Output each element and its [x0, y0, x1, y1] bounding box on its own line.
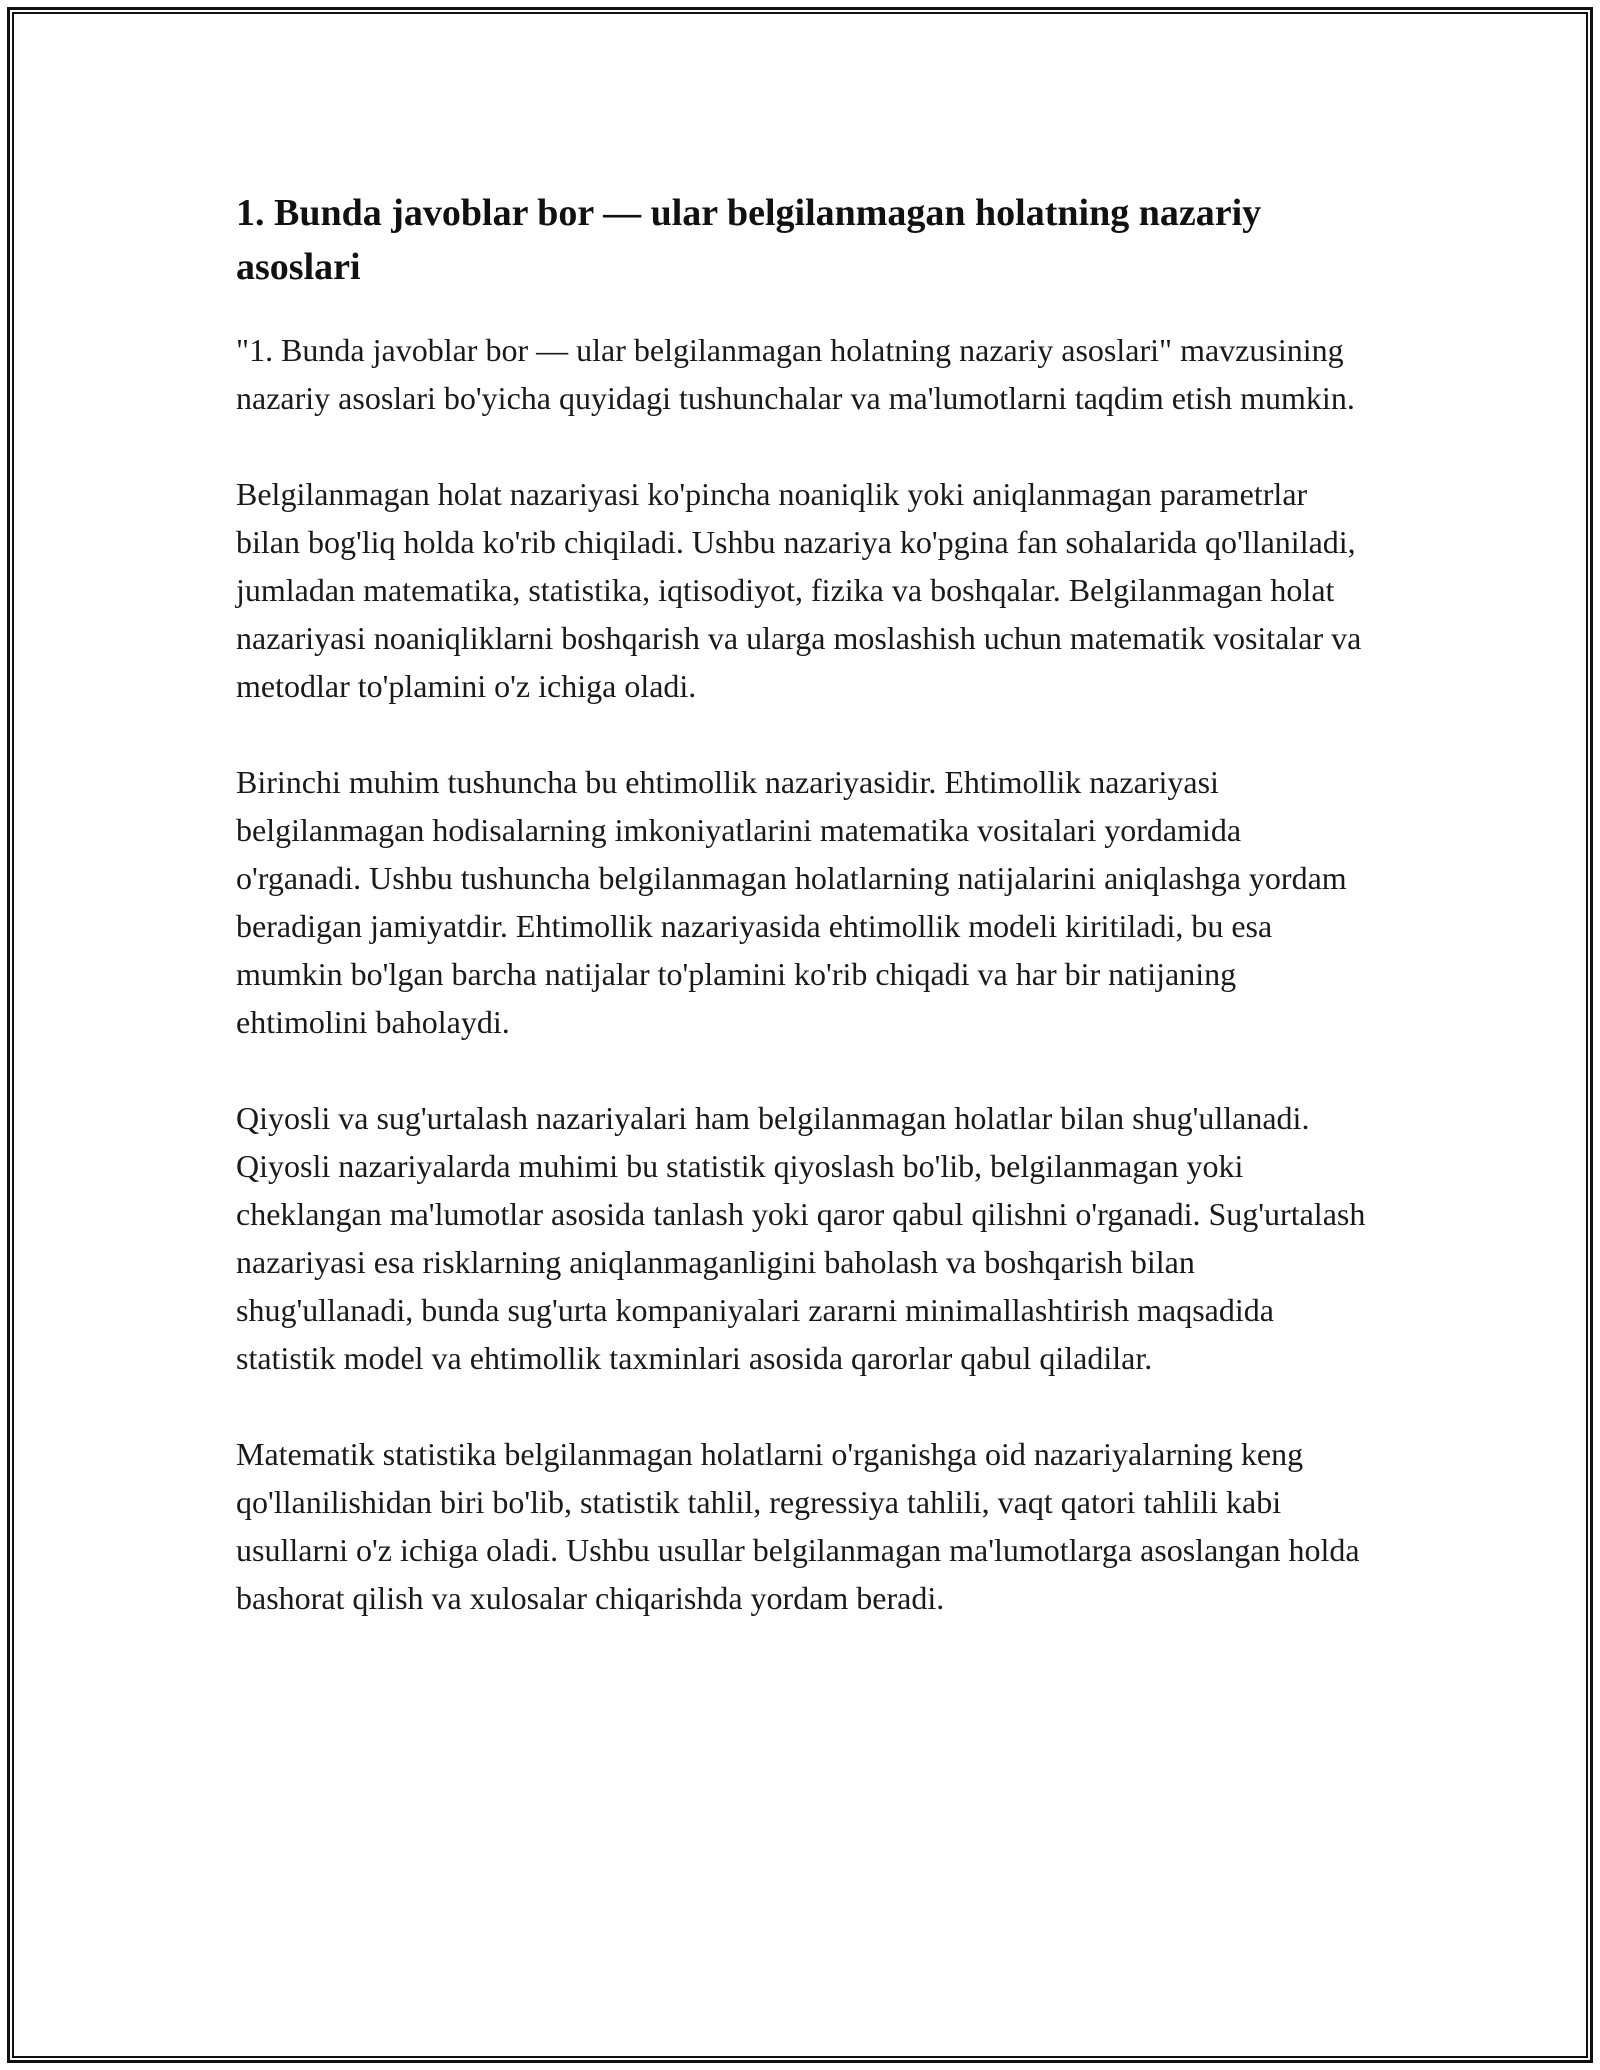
- paragraph-uncertainty-theory: Belgilanmagan holat nazariyasi ko'pincha noaniqlik yoki aniqlanmagan parametrlar bilan bog'liq holda ko'rib chiqiladi. Ushbu nazariya ko'pgina fan sohalarida qo'llaniladi, jumladan matematika, statistika, iqtisodiyot, fizika va boshqalar. Belgilanmagan holat nazariyasi noaniqliklarni boshqarish va ularga moslashish uchun matematik vositalar va metodlar to'plamini o'z ichiga oladi.: [236, 476, 1362, 704]
- document-body: [236, 186, 1366, 1670]
- paragraph-mathematical-statistics: Matematik statistika belgilanmagan holatlarni o'rganishga oid nazariyalarning keng qo'llanilishidan biri bo'lib, statistik tahlil, regressiya tahlili, vaqt qatori tahlili kabi usullarni o'z ichiga oladi. Ushbu usullar belgilanmagan ma'lumotlarga asoslangan holda bashorat qilish va xulosalar chiqarishda yordam beradi.: [236, 1436, 1360, 1616]
- paragraph-probability-theory: Birinchi muhim tushuncha bu ehtimollik nazariyasidir. Ehtimollik nazariyasi belgilanmagan hodisalarning imkoniyatlarini matematika vositalari yordamida o'rganadi. Ushbu tushuncha belgilanmagan holatlarning natijalarini aniqlashga yordam beradigan jamiyatdir. Ehtimollik nazariyasida ehtimollik modeli kiritiladi, bu esa mumkin bo'lgan barcha natijalar to'plamini ko'rib chiqadi va har bir natijaning ehtimolini baholaydi.: [236, 764, 1347, 1040]
- document-title: 1. Bunda javoblar bor — ular belgilanmagan holatning nazariy asoslari: [236, 192, 1262, 288]
- paragraph-intro: "1. Bunda javoblar bor — ular belgilanmagan holatning nazariy asoslari" mavzusining nazariy asoslari bo'yicha quyidagi tushunchalar va ma'lumotlarni taqdim etish mumkin.: [236, 332, 1355, 416]
- paragraph-comparison-insurance: Qiyosli va sug'urtalash nazariyalari ham belgilanmagan holatlar bilan shug'ullanadi. Qiyosli nazariyalarda muhimi bu statistik qiyoslash bo'lib, belgilanmagan yoki cheklangan ma'lumotlar asosida tanlash yoki qaror qabul qilishni o'rganadi. Sug'urtalash nazariyasi esa risklarning aniqlanmaganligini baholash va boshqarish bilan shug'ullanadi, bunda sug'urta kompaniyalari zararni minimallashtirish maqsadida statistik model va ehtimollik taxminlari asosida qarorlar qabul qiladilar.: [236, 1100, 1366, 1376]
